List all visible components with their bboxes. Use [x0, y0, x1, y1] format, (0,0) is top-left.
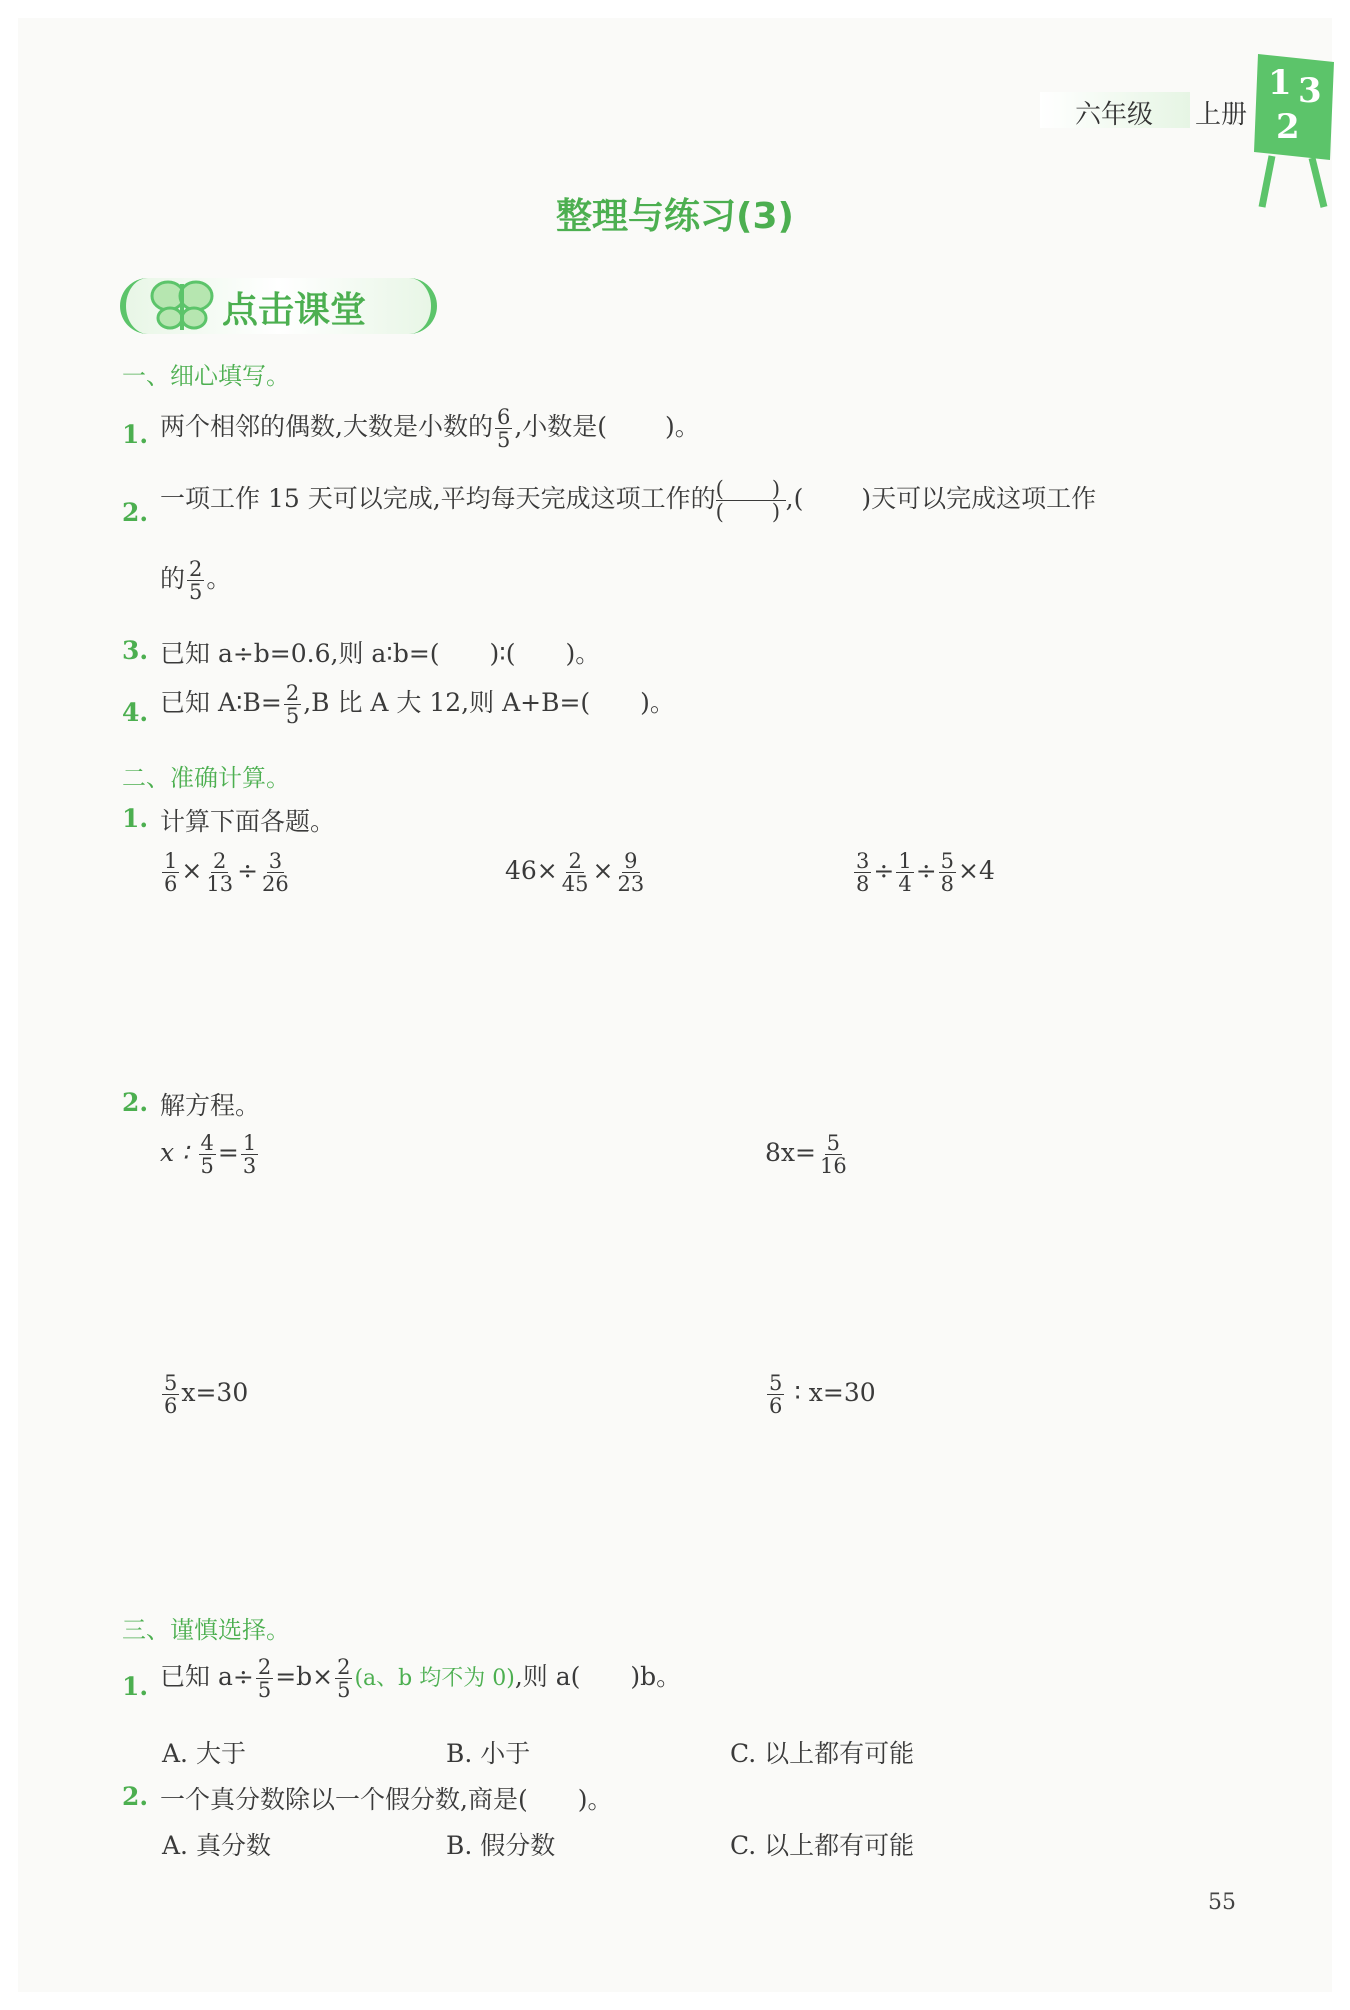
numerator: 2 [257, 1655, 272, 1679]
section3-heading: 三、谨慎选择。 [122, 1616, 290, 1644]
denominator: 13 [206, 872, 234, 897]
paren: ) [771, 500, 781, 525]
s1-q2-text-line2 [160, 558, 231, 603]
s1-q4-number: 4. [122, 698, 149, 727]
s1-q3-text: 已知 a÷b=0.6,则 a∶b=( )∶( )。 [160, 639, 601, 668]
s1-q4-text-b: ,B 比 A 大 12,则 A+B=( )。 [303, 688, 675, 718]
numerator: 1 [898, 849, 912, 873]
badge-digit-1: 1 [1268, 63, 1292, 103]
equation-4 [765, 1372, 876, 1417]
fraction [241, 1132, 258, 1177]
s3-q1-number: 1. [122, 1672, 149, 1701]
operator: × [592, 856, 614, 886]
s1-q2-number: 2. [122, 498, 149, 527]
numerator: 6 [496, 405, 511, 429]
numerator: 3 [856, 849, 870, 873]
s3-q1-option-b[interactable]: B. 小于 [446, 1739, 531, 1768]
numerator: 2 [337, 1655, 351, 1679]
s1-q2-text-e: 。 [206, 564, 232, 594]
equation-lead: 8x= [765, 1138, 816, 1168]
denominator: 5 [200, 1154, 214, 1179]
s3-q2-text: 一个真分数除以一个假分数,商是( )。 [160, 1785, 613, 1814]
denominator: 5 [496, 428, 511, 453]
fraction [767, 1372, 784, 1417]
equals: = [217, 1138, 239, 1168]
s1-q1-text-c: )。 [665, 412, 700, 442]
s1-q3-number: 3. [122, 636, 149, 665]
numerator: 5 [826, 1131, 840, 1155]
fraction [260, 850, 291, 895]
s1-q1-number: 1. [122, 420, 149, 449]
fraction [162, 1372, 179, 1417]
denominator: 5 [337, 1678, 351, 1703]
fraction [187, 558, 204, 603]
butterfly-icon [148, 274, 218, 334]
equation-lead: x ∶ [160, 1138, 197, 1168]
fraction [615, 850, 646, 895]
s3-q1-text-a: 已知 a÷ [160, 1662, 254, 1692]
equation-tail: x=30 [181, 1378, 249, 1408]
equation-tail: ∶ x=30 [786, 1378, 876, 1408]
operator: × [181, 856, 203, 886]
denominator: 45 [561, 872, 589, 897]
s1-q2-text-d: 的 [160, 564, 186, 594]
denominator: 6 [769, 1394, 783, 1419]
fraction [818, 1132, 849, 1177]
s3-q2-option-a[interactable]: A. 真分数 [162, 1831, 271, 1860]
s2-q1-number: 1. [122, 804, 149, 833]
s1-q1-text-b: ,小数是( [514, 412, 608, 442]
s1-q4-text [160, 682, 675, 727]
denominator: 4 [898, 872, 912, 897]
numerator: 2 [285, 681, 300, 705]
s1-q2-text [160, 478, 1096, 523]
equation-3 [160, 1372, 248, 1417]
equation-1 [160, 1132, 260, 1177]
fraction [854, 850, 871, 895]
equation-2 [765, 1132, 851, 1177]
numerator: 9 [624, 849, 638, 873]
s2-q1-text: 计算下面各题。 [160, 807, 336, 836]
numerator: 5 [164, 1371, 178, 1395]
s1-q4-text-a: 已知 A∶B= [160, 688, 282, 718]
denominator: 6 [164, 1394, 178, 1419]
s1-q2-text-c: )天可以完成这项工作 [861, 484, 1097, 514]
blank-numerator [716, 478, 786, 501]
paren: ) [771, 477, 781, 501]
banner-label: 点击课堂 [222, 290, 367, 331]
expression-tail: ×4 [958, 856, 995, 886]
volume-label: 上册 [1195, 100, 1248, 130]
denominator: 16 [819, 1154, 847, 1179]
s3-q2-option-b[interactable]: B. 假分数 [446, 1831, 556, 1860]
section2-heading: 二、准确计算。 [122, 764, 290, 792]
s1-q1-text [160, 406, 700, 451]
badge-digit-2: 2 [1276, 107, 1300, 147]
numerator: 3 [268, 849, 283, 873]
s2-q2-text: 解方程。 [160, 1091, 261, 1120]
s3-q1-text-c: ,则 a( )b。 [514, 1662, 682, 1692]
fraction [284, 682, 301, 727]
expression-1 [160, 850, 293, 895]
denominator: 26 [262, 872, 289, 897]
fraction [896, 850, 913, 895]
s3-q1-option-c[interactable]: C. 以上都有可能 [730, 1739, 915, 1768]
s3-q1-text-b: =b× [275, 1662, 334, 1692]
s3-q1-option-a[interactable]: A. 大于 [162, 1739, 246, 1768]
denominator: 5 [257, 1678, 272, 1703]
denominator: 8 [856, 872, 870, 897]
fraction [560, 850, 591, 895]
s1-q2-text-b: ,( [785, 484, 804, 514]
denominator: 6 [164, 872, 178, 897]
s3-q2-number: 2. [122, 1782, 149, 1811]
numerator: 5 [940, 849, 955, 873]
badge-digit-3: 3 [1298, 71, 1322, 111]
section1-heading: 一、细心填写。 [122, 362, 290, 390]
s3-q1-text [160, 1656, 681, 1701]
blank-fraction [716, 478, 786, 523]
denominator: 5 [189, 580, 203, 605]
numerator: 1 [164, 849, 178, 873]
numerator: 2 [213, 849, 227, 873]
fraction [256, 1656, 273, 1701]
page-title: 整理与练习(3) [556, 196, 794, 237]
fraction [162, 850, 179, 895]
denominator: 8 [940, 872, 955, 897]
s1-q2-text-a: 一项工作 15 天可以完成,平均每天完成这项工作的 [160, 484, 716, 514]
s3-q2-option-c[interactable]: C. 以上都有可能 [730, 1831, 915, 1860]
denominator: 23 [617, 872, 645, 897]
numerator: 1 [242, 1131, 257, 1155]
expression-3 [852, 850, 995, 895]
numerator: 2 [568, 849, 582, 873]
expression-2 [505, 850, 648, 895]
numerator: 5 [769, 1371, 783, 1395]
s3-q1-note: (a、b 均不为 0) [354, 1666, 515, 1692]
paren: ( [715, 500, 724, 525]
fraction [204, 850, 235, 895]
s2-q2-number: 2. [122, 1088, 149, 1117]
operator: ÷ [237, 856, 259, 886]
blank-denominator [716, 501, 786, 523]
fraction [199, 1132, 216, 1177]
grade-label: 六年级 [1075, 100, 1154, 130]
s1-q1-text-a: 两个相邻的偶数,大数是小数的 [160, 412, 493, 442]
page-number: 55 [1208, 1890, 1236, 1915]
numerator: 4 [200, 1131, 214, 1155]
fraction [939, 850, 956, 895]
denominator: 3 [242, 1154, 257, 1179]
expression-lead: 46× [505, 856, 558, 886]
fraction [335, 1656, 352, 1701]
fraction [495, 406, 512, 451]
operator: ÷ [915, 856, 937, 886]
numerator: 2 [189, 557, 203, 581]
operator: ÷ [873, 856, 895, 886]
paren: ( [715, 477, 724, 501]
denominator: 5 [285, 704, 300, 729]
